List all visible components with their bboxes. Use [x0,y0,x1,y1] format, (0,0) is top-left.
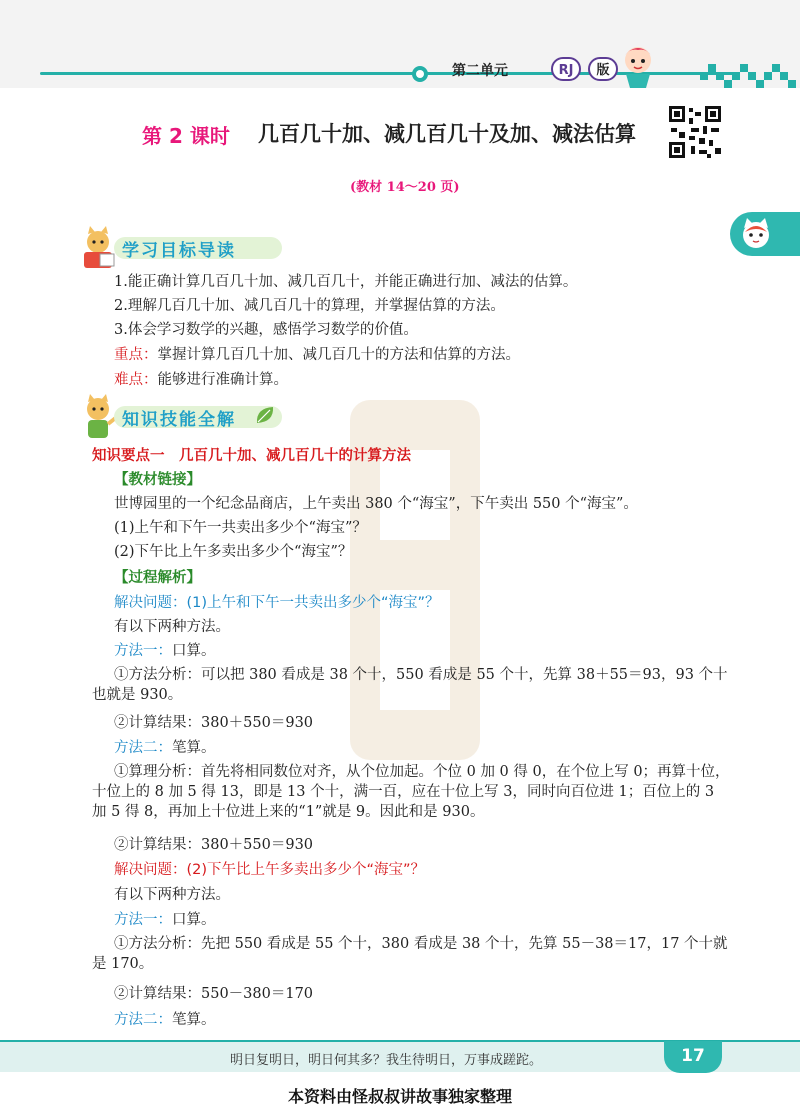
textbook-pages: (教材 14～20 页) [350,180,460,195]
difficult-point [114,370,288,390]
edition-badge: RJ [551,57,581,81]
methods-intro: 有以下两种方法。 [114,887,230,903]
question-1: (1)上午和下午一共卖出多少个“海宝”？ [114,520,367,536]
goal-item: 3.体会学习数学的兴趣，感悟学习数学的价值。 [114,322,418,338]
difficult-label: 难点： [114,372,158,388]
lesson-title: 几百几十加、减几百几十及加、减法估算 [258,122,636,146]
section-title-knowledge: 知识技能全解 [122,410,236,430]
method-label: 方法一： [114,643,172,659]
solve-label: 解决问题： [114,862,187,878]
methods-intro: 有以下两种方法。 [114,619,230,635]
method-name: 口算。 [172,912,216,928]
difficult-text: 能够进行准确计算。 [157,372,288,388]
unit-label: 第二单元 [452,63,508,79]
process-tag: 【过程解析】 [114,570,201,586]
solve-heading-2 [114,860,425,880]
key-point [114,345,520,365]
method-result: ②计算结果：380＋550＝930 [114,837,314,853]
solve-heading-1 [114,593,440,613]
goal-item: 2.理解几百几十加、减几百几十的算理，并掌握估算的方法。 [114,298,505,314]
method-label: 方法二： [114,1012,172,1028]
page-number: 17 [664,1041,722,1073]
lesson-number: 第 2 课时 [142,124,230,148]
method-result: ②计算结果：550－380＝170 [114,986,314,1002]
footer-motto: 明日复明日，明日何其多？我生待明日，万事成蹉跎。 [230,1053,543,1068]
method-name: 笔算。 [172,740,216,756]
key-text: 掌握计算几百几十加、减几百几十的方法和估算的方法。 [157,347,520,363]
knowledge-point-heading: 知识要点一 几百几十加、减几百几十的计算方法 [92,448,411,464]
cat-face-icon [738,216,774,252]
method-label: 方法二： [114,740,172,756]
method-heading [114,1010,216,1030]
method-analysis: ①方法分析：先把 550 看成是 55 个十，380 看成是 38 个十，先算 55－38＝17，17 个十就是 170。 [92,936,728,972]
solve-question: (1)上午和下午一共卖出多少个“海宝”？ [186,595,440,611]
method-heading [114,738,216,758]
problem-statement: 世博园里的一个纪念品商店，上午卖出 380 个“海宝”，下午卖出 550 个“海宝”。 [114,496,638,512]
textbook-link-tag: 【教材链接】 [114,472,201,488]
goal-item: 1.能正确计算几百几十加、减几百几十，并能正确进行加、减法的估算。 [114,274,578,290]
qr-code-icon[interactable] [667,104,723,160]
method-heading [114,910,216,930]
method-result: ②计算结果：380＋550＝930 [114,715,314,731]
method-name: 口算。 [172,643,216,659]
key-label: 重点： [114,347,158,363]
mascot-girl-icon [612,38,664,90]
method-name: 笔算。 [172,1012,216,1028]
method-analysis: ①方法分析：可以把 380 看成是 38 个十，550 看成是 55 个十，先算 38＋55＝93，93 个十也就是 930。 [92,667,728,703]
method-label: 方法一： [114,912,172,928]
method-heading [114,641,216,661]
edition-suffix-badge: 版 [588,57,618,81]
method-analysis: ①算理分析：首先将相同数位对齐，从个位加起。个位 0 加 0 得 0，在个位上写 0；再算十位，十位上的 8 加 5 得 13，即是 13 个十，满一百，应在十位上写 3，同时向百位进 1；百位上的 3 加 5 得 8，再加上十位进上来的“1”就是 9。因此和是 930。 [92,764,730,820]
checker-pattern [700,58,800,88]
credit-line: 本资料由怪叔叔讲故事独家整理 [287,1087,512,1106]
solve-label: 解决问题： [114,595,187,611]
swirl-icon [410,64,430,84]
question-2: (2)下午比上午多卖出多少个“海宝”？ [114,544,353,560]
leaf-icon [254,404,276,426]
solve-question: (2)下午比上午多卖出多少个“海宝”？ [186,862,426,878]
section-title-goals: 学习目标导读 [122,241,236,261]
